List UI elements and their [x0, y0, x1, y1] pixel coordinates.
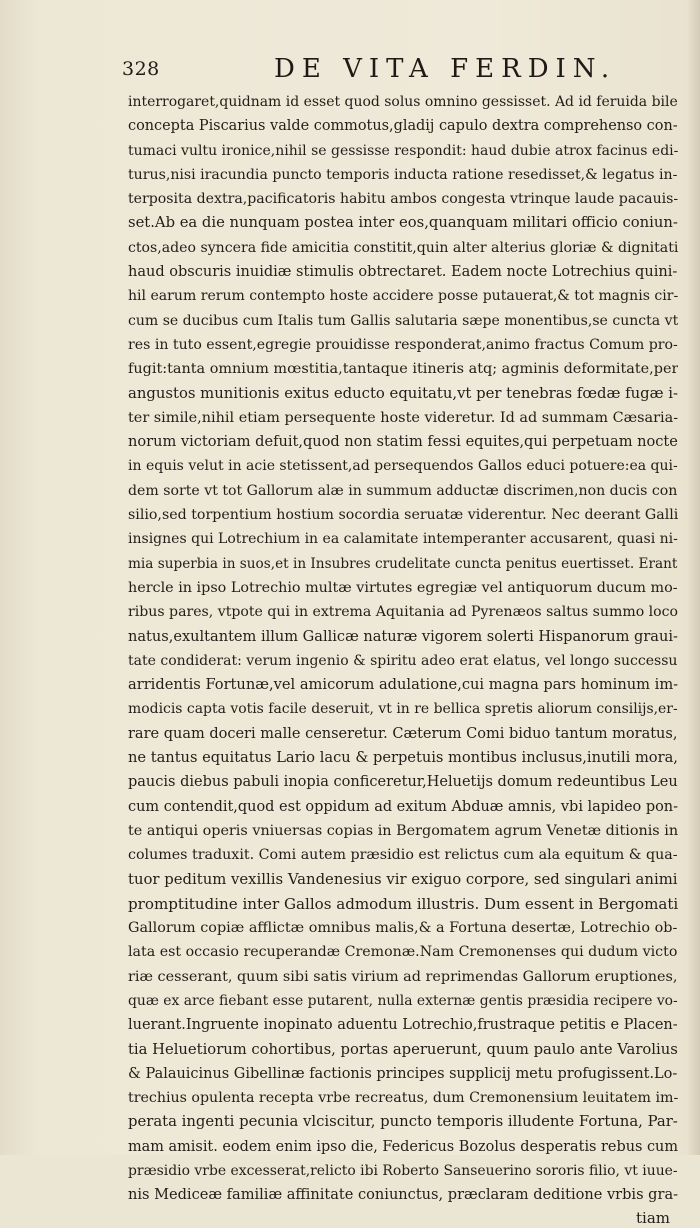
text-line: ctos,adeo syncera fide amicitia constitit,quin alter alterius gloriæ & dignitati: [128, 239, 678, 256]
text-line: Gallorum copiæ afflictæ omnibus malis,& a Fortuna desertæ, Lotrechio ob-: [128, 920, 678, 937]
text-line: cum contendit,quod est oppidum ad exitum Abduæ amnis, vbi lapideo pon-: [128, 798, 678, 815]
text-line: dem sorte vt tot Gallorum alæ in summum adductæ discrimen,non ducis con: [128, 482, 678, 499]
text-line: angustos munitionis exitus educto equitatu,vt per tenebras fœdæ fugæ i-: [128, 384, 678, 402]
text-line: promptitudine inter Gallos admodum illustris. Dum essent in Bergomati: [128, 894, 678, 913]
page-number: 328: [122, 58, 160, 80]
text-line: luerant.Ingruente inopinato aduentu Lotrechio,frustraque petitis e Placen-: [128, 1017, 678, 1034]
body-text: [128, 90, 678, 1228]
text-line: tate condiderat: verum ingenio & spiritu adeo erat elatus, vel longo successu: [128, 652, 678, 669]
text-line: cum se ducibus cum Italis tum Gallis salutaria sæpe monentibus,se cuncta vt: [128, 312, 678, 329]
text-line: tuor peditum vexillis Vandenesius vir exiguo corpore, sed singulari animi: [128, 870, 678, 888]
text-line: ribus pares, vtpote qui in extrema Aquitania ad Pyrenæos saltus summo loco: [128, 604, 678, 621]
text-line: columes traduxit. Comi autem præsidio est relictus cum ala equitum & qua-: [128, 847, 678, 864]
running-head: [122, 54, 682, 84]
text-line: ter simile,nihil etiam persequente hoste videretur. Id ad summam Cæsaria-: [128, 409, 678, 426]
text-line: norum victoriam defuit,quod non statim fessi equites,qui perpetuam nocte: [128, 433, 678, 451]
text-line: modicis capta votis facile deseruit, vt in re bellica spretis aliorum consilijs,er-: [128, 701, 678, 718]
text-line: turus,nisi iracundia puncto temporis inducta ratione resedisset,& legatus in-: [128, 166, 678, 183]
text-line: trechius opulenta recepta vrbe recreatus, dum Cremonensium leuitatem im-: [128, 1090, 678, 1107]
text-line: te antiqui operis vniuersas copias in Bergomatem agrum Venetæ ditionis in: [128, 822, 678, 839]
text-line: tia Heluetiorum cohortibus, portas aperuerunt, quum paulo ante Varolius: [128, 1040, 678, 1058]
catchword: tiam: [636, 1208, 670, 1227]
text-line: perata ingenti pecunia vlciscitur, puncto temporis illudente Fortuna, Par-: [128, 1113, 678, 1131]
text-line: hercle in ipso Lotrechio multæ virtutes egregiæ vel antiquorum ducum mo-: [128, 579, 678, 596]
text-line: & Palauicinus Gibellinæ factionis principes supplicij metu profugissent.Lo-: [128, 1065, 678, 1082]
text-line: mia superbia in suos,et in Insubres crudelitate cuncta penitus euertisset. Erant: [128, 555, 678, 572]
text-line: hil earum rerum contempto hoste accidere posse putauerat,& tot magnis cir-: [128, 288, 678, 305]
text-line: in equis velut in acie stetissent,ad persequendos Gallos educi potuere:ea qui-: [128, 458, 678, 475]
text-line: quæ ex arce fiebant esse putarent, nulla externæ gentis præsidia recipere vo-: [128, 992, 678, 1009]
text-line: res in tuto essent,egregie prouidisse responderat,animo fractus Comum pro-: [128, 336, 678, 353]
text-line: rare quam doceri malle censeretur. Cæterum Comi biduo tantum moratus,: [128, 725, 678, 742]
text-line: tumaci vultu ironice,nihil se gessisse respondit: haud dubie atrox facinus edi-: [128, 142, 678, 159]
text-line: insignes qui Lotrechium in ea calamitate intemperanter accusarent, quasi ni-: [128, 531, 678, 548]
text-line: fugit:tanta omnium mœstitia,tantaque itineris atq; agminis deformitate,per: [128, 361, 678, 378]
text-line: arridentis Fortunæ,vel amicorum adulatione,cui magna pars hominum im-: [128, 676, 678, 694]
running-title: DE VITA FERDIN.: [274, 54, 617, 84]
text-line: præsidio vrbe excesserat,relicto ibi Roberto Sanseuerino sororis filio, vt iuue-: [128, 1163, 678, 1180]
text-line: concepta Piscarius valde commotus,gladij capulo dextra comprehenso con-: [128, 118, 678, 135]
text-line: lata est occasio recuperandæ Cremonæ.Nam Cremonenses qui dudum victo: [128, 944, 678, 961]
text-line: ne tantus equitatus Lario lacu & perpetuis montibus inclusus,inutili mora,: [128, 749, 678, 767]
text-line: paucis diebus pabuli inopia conficeretur,Heluetijs domum redeuntibus Leu: [128, 774, 678, 791]
text-line: interrogaret,quidnam id esset quod solus omnino gessisset. Ad id feruida bile: [128, 94, 678, 110]
text-line: nis Mediceæ familiæ affinitate coniunctus, præclaram deditione vrbis gra-: [128, 1186, 678, 1204]
text-line: silio,sed torpentium hostium socordia seruatæ viderentur. Nec deerant Galli: [128, 507, 678, 524]
text-line: terposita dextra,pacificatoris habitu ambos congesta vtrinque laude pacauis-: [128, 191, 678, 208]
text-line: riæ cesserant, quum sibi satis virium ad reprimendas Gallorum eruptiones,: [128, 968, 678, 985]
text-line: set.Ab ea die nunquam postea inter eos,quanquam militari officio coniun-: [128, 214, 678, 232]
text-line: mam amisit. eodem enim ipso die, Federicus Bozolus desperatis rebus cum: [128, 1138, 678, 1155]
text-line: natus,exultantem illum Gallicæ naturæ vigorem solerti Hispanorum graui-: [128, 627, 678, 645]
text-line: haud obscuris inuidiæ stimulis obtrectaret. Eadem nocte Lotrechius quini-: [128, 264, 678, 281]
